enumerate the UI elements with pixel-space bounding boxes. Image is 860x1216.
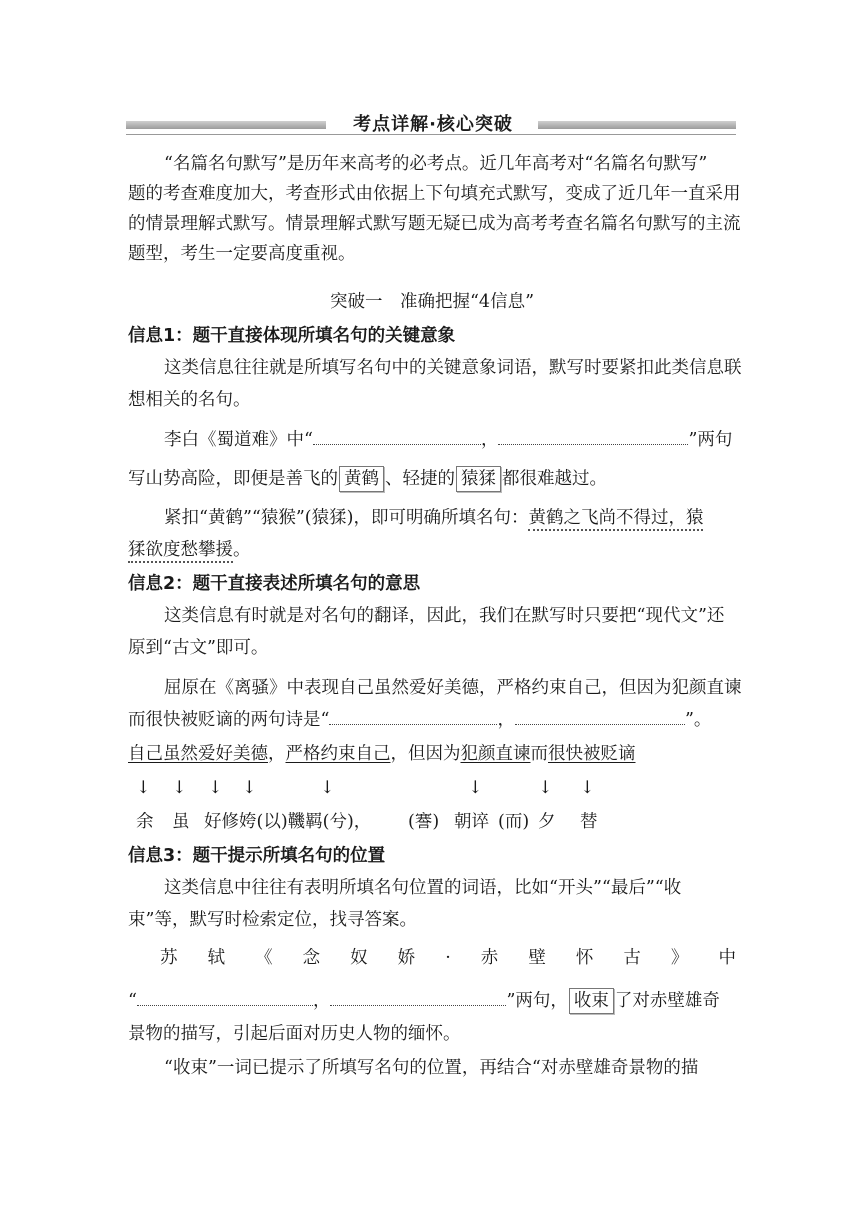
keyword-box: 收束 [569, 988, 614, 1014]
text: 。 [233, 540, 251, 560]
text: ， [268, 744, 286, 764]
meaning-phrase: 犯颜直谏 [460, 744, 531, 764]
text: 了对赤壁雄奇 [614, 991, 720, 1011]
info2-question-2 [128, 708, 736, 732]
gloss-word: 夕 [538, 812, 556, 832]
intro-line-3: 的情景理解式默写。情景理解式默写题无疑已成为高考考查名篇名句默写的主流 [128, 214, 741, 234]
char: 念 [302, 948, 321, 968]
text: ”两句 [688, 430, 733, 450]
info2-desc-1: 这类信息有时就是对名句的翻译，因此，我们在默写时只要把“现代文”还 [164, 606, 725, 626]
intro-line-1: “名篇名句默写”是历年来高考的必考点。近几年高考对“名篇名句默写” [164, 154, 708, 174]
text: 都很难越过。 [502, 469, 607, 489]
text: 、轻捷的 [385, 469, 455, 489]
text: 李白《蜀道难》中“ [164, 430, 313, 450]
down-arrow-icon: ↓ [242, 778, 257, 798]
meaning-phrase: 很快被贬谪 [548, 744, 636, 764]
meaning-phrase: 自己虽然爱好美德 [128, 744, 268, 764]
text: 而 [530, 744, 548, 764]
down-arrow-icon: ↓ [580, 778, 595, 798]
gloss-word: (謇) [408, 812, 440, 832]
char: 奴 [350, 948, 368, 968]
meaning-phrase: 严格约束自己 [285, 744, 391, 764]
banner-title: 考点详解·核心突破 [353, 114, 513, 135]
text: ，但因为 [390, 744, 461, 764]
down-arrow-icon: ↓ [172, 778, 187, 798]
info2-question-1: 屈原在《离骚》中表现自己虽然爱好美德，严格约束自己，但因为犯颜直谏 [164, 678, 742, 698]
info1-answer-2 [128, 538, 736, 562]
down-arrow-icon: ↓ [468, 778, 483, 798]
info3-question-3: 景物的描写，引起后面对历史人物的缅怀。 [128, 1024, 461, 1044]
classical-gloss [128, 810, 736, 834]
text: ”两句， [506, 991, 568, 1011]
char: 苏 [160, 948, 178, 968]
text: 写山势高险，即便是善飞的 [128, 469, 338, 489]
info1-desc-1: 这类信息往往就是所填写名句中的关键意象词语，默写时要紧扣此类信息联 [164, 358, 742, 378]
text: “ [128, 991, 137, 1011]
text: ， [497, 710, 515, 730]
char: 古 [623, 948, 641, 968]
char: 》 [670, 948, 689, 968]
down-arrow-icon: ↓ [136, 778, 151, 798]
answer-text: 猱欲度愁攀援 [128, 540, 233, 563]
info3-heading: 信息3：题干提示所填名句的位置 [128, 846, 386, 866]
info2-meaning-line [128, 742, 736, 766]
text: 紧扣“黄鹤”“猿猴”(猿猱)，即可明确所填名句： [164, 508, 529, 528]
down-arrow-icon: ↓ [320, 778, 335, 798]
section-title: 突破一 准确把握“4信息” [329, 292, 535, 312]
char: 娇 [397, 948, 416, 968]
answer-blank[interactable] [329, 708, 497, 725]
keyword-box: 黄鹤 [339, 466, 384, 492]
info3-desc-1: 这类信息中往往有表明所填名句位置的词语，比如“开头”“最后”“收 [164, 878, 682, 898]
info1-heading: 信息1：题干直接体现所填名句的关键意象 [128, 326, 456, 346]
gloss-word: 虽 [172, 812, 190, 832]
char: 《 [255, 948, 273, 968]
answer-blank[interactable] [137, 989, 313, 1006]
gloss-word: 余 [136, 812, 154, 832]
section-banner [126, 112, 736, 142]
text: ”。 [684, 710, 712, 730]
intro-line-2: 题的考查难度加大，考查形式由依据上下句填充式默写，变成了近几年一直采用 [128, 184, 741, 204]
answer-blank[interactable] [330, 989, 506, 1006]
info3-desc-2: 束”等，默写时检索定位，找寻答案。 [128, 910, 417, 930]
gloss-word: 替 [580, 812, 598, 832]
down-arrow-icon: ↓ [208, 778, 223, 798]
info3-question-1 [160, 946, 736, 970]
char: 中 [718, 948, 736, 968]
intro-line-4: 题型，考生一定要高度重视。 [128, 244, 356, 264]
answer-blank[interactable] [313, 428, 481, 445]
text: 而很快被贬谪的两句诗是“ [128, 710, 330, 730]
char: · [445, 948, 451, 968]
info1-question-2 [128, 466, 736, 492]
char: 赤 [480, 948, 499, 968]
char: 轼 [207, 948, 226, 968]
mapping-arrows [128, 776, 736, 800]
text: ， [480, 430, 499, 450]
char: 壁 [528, 948, 546, 968]
info1-desc-2: 想相关的名句。 [128, 390, 251, 410]
banner-bar-right [538, 121, 736, 129]
gloss-word: 好修姱(以)鞿羁(兮)， [204, 812, 372, 832]
answer-blank[interactable] [498, 428, 688, 445]
char: 怀 [575, 948, 594, 968]
gloss-word: (而) [498, 812, 530, 832]
info2-desc-2: 原到“古文”即可。 [128, 638, 269, 658]
answer-text: 黄鹤之飞尚不得过，猿 [528, 508, 703, 531]
text: ， [312, 991, 331, 1011]
keyword-box: 猿猱 [456, 466, 501, 492]
info3-question-2 [128, 988, 736, 1014]
info1-question-1 [164, 428, 772, 452]
info3-answer: “收束”一词已提示了所填写名句的位置，再结合“对赤壁雄奇景物的描 [164, 1058, 699, 1078]
info2-heading: 信息2：题干直接表述所填名句的意思 [128, 574, 421, 594]
gloss-word: 朝谇 [454, 812, 489, 832]
info1-answer-1 [164, 506, 772, 530]
answer-blank[interactable] [515, 708, 685, 725]
banner-bar-left [126, 121, 326, 129]
down-arrow-icon: ↓ [538, 778, 553, 798]
